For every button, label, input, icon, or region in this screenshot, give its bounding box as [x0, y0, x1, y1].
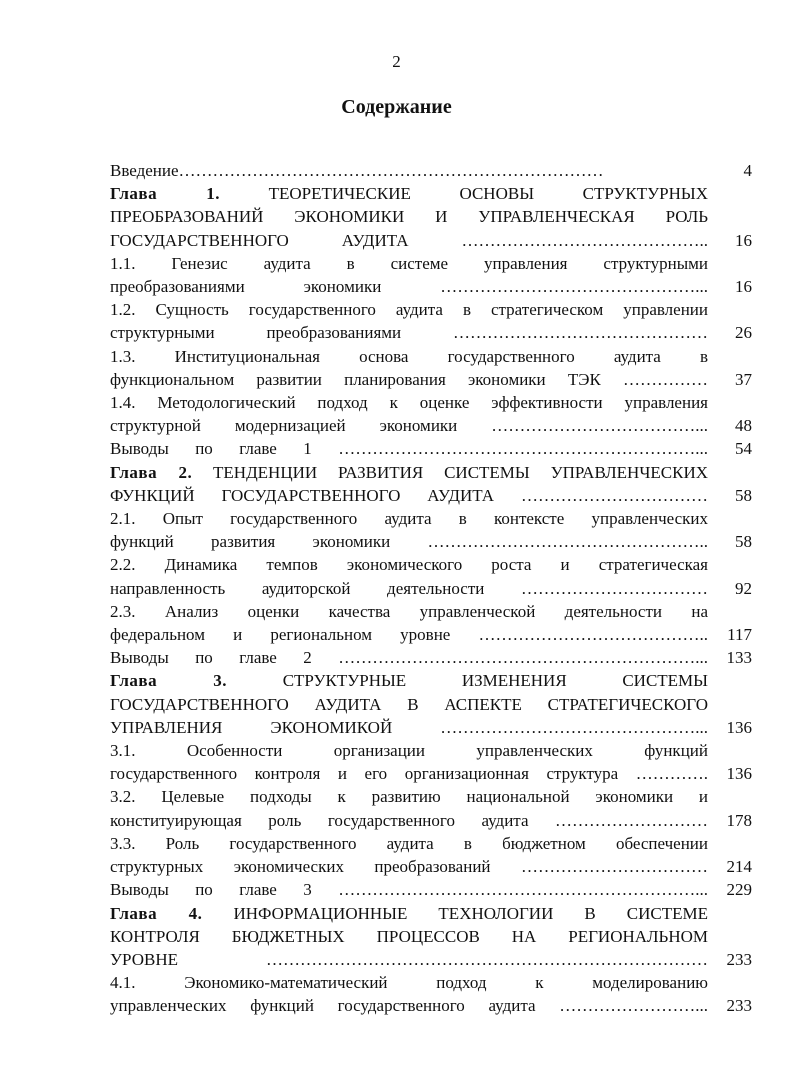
- toc-line: 3.3. Роль государственного аудита в бюджетном обеспечении: [110, 833, 708, 853]
- toc-page-number: 233: [726, 949, 752, 969]
- toc-line: 1.1. Генезис аудита в системе управления структурными: [110, 253, 708, 273]
- toc-line: Выводы по главе 2 ………………………………………………………...: [110, 648, 708, 668]
- toc-entry-text: [110, 600, 708, 646]
- toc-entry-text: [110, 785, 708, 831]
- toc-entry: [110, 902, 752, 972]
- toc-page-number: 16: [735, 277, 752, 297]
- chapter-label: Глава 2.: [110, 462, 193, 482]
- chapter-label: Глава 1.: [110, 184, 220, 204]
- toc-line: ПРЕОБРАЗОВАНИЙ ЭКОНОМИКИ И УПРАВЛЕНЧЕСКАЯ РОЛЬ: [110, 207, 708, 227]
- toc-page-number: 4: [743, 161, 752, 180]
- toc-entry-text: [110, 669, 708, 739]
- toc-line: ФУНКЦИЙ ГОСУДАРСТВЕННОГО АУДИТА ……………………………: [110, 485, 708, 505]
- toc-line: 2.2. Динамика темпов экономического роста и стратегическая: [110, 555, 708, 575]
- toc-entry: [110, 646, 752, 669]
- toc-entry-text: [110, 159, 708, 182]
- toc-line: Введение…………………………………………………………………: [110, 161, 604, 180]
- toc-line: Выводы по главе 1 ………………………………………………………...: [110, 439, 708, 459]
- toc-page-number: 48: [735, 416, 752, 436]
- toc-page-number: 58: [735, 485, 752, 505]
- toc-line: 1.4. Методологический подход к оценке эффективности управления: [110, 393, 708, 413]
- toc-entry: [110, 182, 752, 252]
- toc-entry: [110, 878, 752, 901]
- toc-page-number: 214: [726, 857, 752, 877]
- toc-entry: [110, 669, 752, 739]
- toc-page-number: 133: [726, 648, 752, 668]
- toc-line: структурных экономических преобразований ……………………………: [110, 857, 708, 877]
- toc-line: функциональном развитии планирования экономики ТЭК ……………: [110, 369, 708, 389]
- toc-entry: [110, 832, 752, 878]
- chapter-label: Глава 4.: [110, 903, 203, 923]
- toc-entry-text: [110, 345, 708, 391]
- toc-page-number: 92: [735, 578, 752, 598]
- page-title: Содержание: [341, 96, 452, 118]
- toc-line: ГОСУДАРСТВЕННОГО АУДИТА В АСПЕКТЕ СТРАТЕГИЧЕСКОГО: [110, 694, 708, 714]
- toc-line: структурными преобразованиями ………………………………………: [110, 323, 708, 343]
- toc-entry: [110, 785, 752, 831]
- toc-page-number: 54: [735, 439, 752, 459]
- toc-entry-text: [110, 298, 708, 344]
- toc-line: 1.3. Институциональная основа государственного аудита в: [110, 346, 708, 366]
- toc-entry-text: [110, 902, 708, 972]
- page-number: 2: [392, 52, 401, 71]
- toc-entry: [110, 298, 752, 344]
- toc-line: федеральном и региональном уровне …………………………………..: [110, 625, 708, 645]
- toc-entry-text: [110, 971, 708, 1017]
- toc-entry: [110, 971, 752, 1017]
- toc-page-number: 136: [726, 764, 752, 784]
- toc-entry: [110, 553, 752, 599]
- toc-line: преобразованиями экономики ………………………………………...: [110, 277, 708, 297]
- toc-line: 4.1. Экономико-математический подход к моделированию: [110, 973, 708, 993]
- toc-line: управленческих функций государственного аудита ……………………...: [110, 996, 708, 1016]
- toc-line: 2.1. Опыт государственного аудита в контексте управленческих: [110, 509, 708, 529]
- toc-entry-text: [110, 507, 708, 553]
- toc-line: УПРАВЛЕНИЯ ЭКОНОМИКОЙ ………………………………………...: [110, 717, 708, 737]
- toc-line: 3.2. Целевые подходы к развитию национальной экономики и: [110, 787, 708, 807]
- toc-entry-text: [110, 182, 708, 252]
- toc-entry: [110, 345, 752, 391]
- toc-entry: [110, 600, 752, 646]
- chapter-label: Глава 3.: [110, 671, 228, 691]
- toc-entry-text: [110, 878, 708, 901]
- toc-line: УРОВНЕ ……………………………………………………………………: [110, 949, 708, 969]
- toc-entry-text: [110, 646, 708, 669]
- toc-line: ИНФОРМАЦИОННЫЕ ТЕХНОЛОГИИ В СИСТЕМЕ: [233, 903, 709, 923]
- toc-line: структурной модернизацией экономики ………………………………...: [110, 416, 708, 436]
- toc-page-number: 26: [735, 323, 752, 343]
- toc-entry-text: [110, 391, 708, 437]
- toc-page-number: 37: [735, 369, 752, 389]
- toc-line: ТЕНДЕНЦИИ РАЗВИТИЯ СИСТЕМЫ УПРАВЛЕНЧЕСКИХ: [213, 462, 708, 482]
- toc-entry: [110, 507, 752, 553]
- toc-line: СТРУКТУРНЫЕ ИЗМЕНЕНИЯ СИСТЕМЫ: [282, 671, 708, 691]
- toc-page-number: 117: [727, 625, 752, 645]
- toc-entry: [110, 437, 752, 460]
- toc-entry-text: [110, 832, 708, 878]
- toc-page-number: 58: [735, 532, 752, 552]
- toc-line: 3.1. Особенности организации управленческих функций: [110, 741, 708, 761]
- toc-line: КОНТРОЛЯ БЮДЖЕТНЫХ ПРОЦЕССОВ НА РЕГИОНАЛЬНОМ: [110, 926, 708, 946]
- toc-line: Выводы по главе 3 ………………………………………………………...: [110, 880, 708, 900]
- toc-line: 2.3. Анализ оценки качества управленческой деятельности на: [110, 601, 708, 621]
- toc-page-number: 16: [735, 230, 752, 250]
- toc-entry: [110, 391, 752, 437]
- toc-page-number: 233: [726, 996, 752, 1016]
- toc-line: ГОСУДАРСТВЕННОГО АУДИТА ……………………………………..: [110, 230, 708, 250]
- toc-page-number: 229: [726, 880, 752, 900]
- toc-line: ТЕОРЕТИЧЕСКИЕ ОСНОВЫ СТРУКТУРНЫХ: [268, 184, 708, 204]
- toc-entry: [110, 252, 752, 298]
- toc-entry: [110, 461, 752, 507]
- toc-line: государственного контроля и его организационная структура ………….: [110, 764, 708, 784]
- toc-entry-text: [110, 553, 708, 599]
- toc-entry: [110, 159, 752, 182]
- toc-entry-text: [110, 252, 708, 298]
- table-of-contents: [110, 159, 752, 1018]
- toc-page-number: 136: [726, 717, 752, 737]
- toc-line: конституирующая роль государственного аудита ………………………: [110, 810, 708, 830]
- toc-line: направленность аудиторской деятельности ……………………………: [110, 578, 708, 598]
- toc-entry: [110, 739, 752, 785]
- toc-entry-text: [110, 739, 708, 785]
- toc-page-number: 178: [726, 810, 752, 830]
- toc-entry-text: [110, 461, 708, 507]
- toc-line: 1.2. Сущность государственного аудита в стратегическом управлении: [110, 300, 708, 320]
- toc-entry-text: [110, 437, 708, 460]
- toc-line: функций развития экономики …………………………………………..: [110, 532, 708, 552]
